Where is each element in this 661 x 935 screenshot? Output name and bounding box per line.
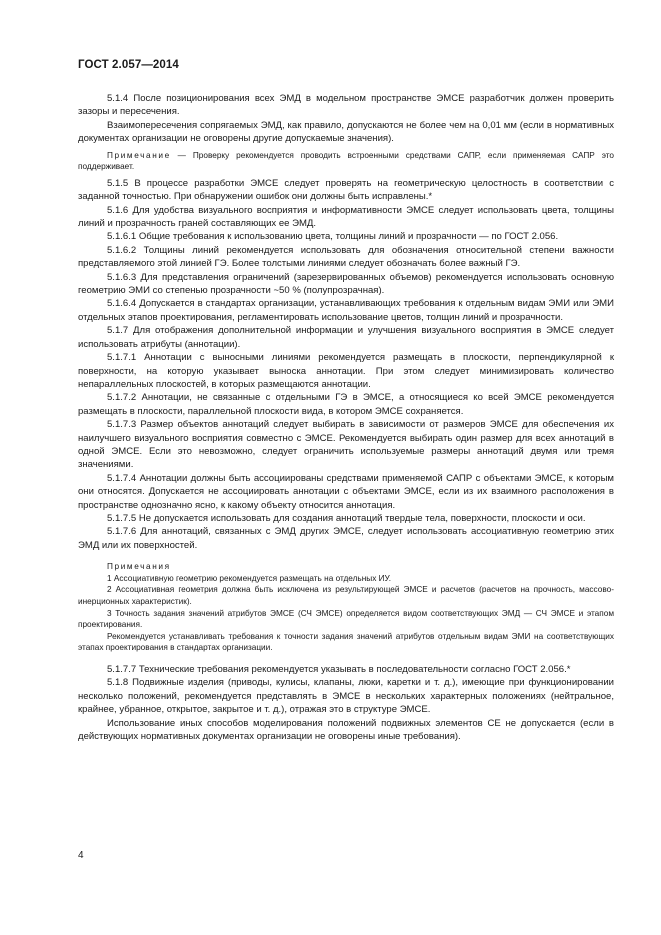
- note-item-3: 3 Точность задания значений атрибутов ЭМСЕ (СЧ ЭМСЕ) определяется видом соответствующих ЭМД — СЧ ЭМСЕ и этапом проектирования.: [78, 608, 614, 630]
- note-cad-check: [78, 150, 614, 173]
- notes-associative-geometry: [78, 561, 614, 654]
- document-header: ГОСТ 2.057—2014: [78, 59, 179, 71]
- paragraph-5-1-7-1: 5.1.7.1 Аннотации с выносными линиями рекомендуется размещать в плоскости, перпендикулярной к поверхности, на которую указывает выноска аннотации. При этом следует минимизировать количество непараллельных плоскостей, в которых размещаются аннотации.: [78, 352, 614, 390]
- note-label: Примечание: [107, 150, 171, 160]
- paragraph-5-1-6-1: 5.1.6.1 Общие требования к использованию цвета, толщины линий и прозрачности — по ГОСТ 2.056.: [107, 231, 559, 243]
- paragraph-5-1-6-2: 5.1.6.2 Толщины линий рекомендуется использовать для обозначения относительной степени важности представляемого этой линией ГЭ. Более толстыми линиями следует обозначать более важный ГЭ.: [78, 244, 614, 270]
- note-item-2: 2 Ассоциативная геометрия должна быть исключена из результирующей ЭМСЕ и расчетов (расчетов на прочность, массово-инерционных характеристик).: [78, 585, 614, 606]
- paragraph-5-1-7-4: 5.1.7.4 Аннотации должны быть ассоциированы средствами применяемой САПР с объектами ЭМСЕ, к которым они относятся. Допускается не ассоциировать аннотации с объектами ЭМСЕ, если из их взаимного расположения в пространстве однозначно ясно, к какому объекту относится аннотация.: [78, 472, 614, 511]
- paragraph-5-1-7-5: 5.1.7.5 Не допускается использовать для создания аннотаций твердые тела, поверхности, плоскости и оси.: [107, 512, 586, 524]
- paragraph-other-methods: Использование иных способов моделирования положений подвижных элементов СЕ не допускается (если в действующих нормативных документах организации не оговорены иные требования).: [78, 717, 614, 742]
- paragraph-intersections: Взаимопересечения сопрягаемых ЭМД, как правило, допускаются не более чем на 0,01 мм (если в нормативных документах организации не оговорены другие допускаемые значения).: [78, 119, 614, 145]
- note-item-1: 1 Ассоциативную геометрию рекомендуется размещать на отдельных ИУ.: [107, 573, 391, 583]
- paragraph-5-1-6: 5.1.6 Для удобства визуального восприятия и информативности ЭМСЕ следует использовать цвета, толщины линий и прозрачность граней составляющих ее ЭМД.: [78, 204, 614, 230]
- paragraph-5-1-6-3: 5.1.6.3 Для представления ограничений (зарезервированных объемов) рекомендуется использовать основную геометрию ЭМИ со степенью прозрачности ~50 % (полупрозрачная).: [78, 271, 614, 297]
- paragraph-5-1-7-6: 5.1.7.6 Для аннотаций, связанных с ЭМД других ЭМСЕ, следует использовать ассоциативную геометрию этих ЭМД или их поверхностей.: [78, 526, 614, 551]
- paragraph-5-1-8: 5.1.8 Подвижные изделия (приводы, кулисы, клапаны, люки, каретки и т. д.), имеющие при функционировании несколько положений, рекомендуется представлять в ЭМСЕ в нескольких характерных положениях (нейтральное, крайнее, убранное, открытое, закрытое и т. д.), отражая это в структуре ЭМСЕ.: [78, 677, 614, 716]
- paragraph-5-1-5: 5.1.5 В процессе разработки ЭМСЕ следует проверять на геометрическую целостность в соответствии с заданной точностью. При обнаружении ошибок они должны быть исправлены.*: [78, 177, 614, 203]
- paragraph-5-1-7: 5.1.7 Для отображения дополнительной информации и улучшения визуального восприятия в ЭМСЕ следует использовать атрибуты (аннотации).: [78, 325, 614, 350]
- notes-label: Примечания: [107, 562, 171, 572]
- page-number: 4: [78, 850, 84, 861]
- paragraph-5-1-6-4: 5.1.6.4 Допускается в стандартах организации, устанавливающих требования к отдельным видам ЭМИ или ЭМИ отдельных этапов проектирования, регламентировать использование цветов, толщин линий и прозрачности.: [78, 298, 614, 323]
- paragraph-5-1-7-7: 5.1.7.7 Технические требования рекомендуется указывать в последовательности согласно ГОСТ 2.056.*: [107, 663, 571, 675]
- note-item-recommendation: Рекомендуется устанавливать требования к точности задания значений атрибутов отдельным видам ЭМИ на соответствующих этапах проектирования в стандартах организации.: [78, 631, 614, 653]
- paragraph-5-1-7-2: 5.1.7.2 Аннотации, не связанные с отдельными ГЭ в ЭМСЕ, а относящиеся ко всей ЭМСЕ рекомендуется размещать в плоскости, параллельной плоскости вида, в котором ЭМСЕ сохраняется.: [78, 392, 614, 417]
- paragraph-5-1-7-3: 5.1.7.3 Размер объектов аннотаций следует выбирать в зависимости от размеров ЭМСЕ для обеспечения их наилучшего визуального восприятия совместно с ЭМСЕ. Рекомендуется выбирать один размер для всех аннотаций в одной ЭМСЕ. Если это невозможно, следует ограничить используемые размеры аннотаций двумя или тремя значениями.: [78, 419, 614, 471]
- note-text: — Проверку рекомендуется проводить встроенными средствами САПР, если применяемая САПР это поддерживает.: [78, 150, 614, 172]
- paragraph-5-1-4: 5.1.4 После позиционирования всех ЭМД в модельном пространстве ЭМСЕ разработчик должен проверить зазоры и пересечения.: [78, 93, 614, 118]
- document-body: [78, 92, 614, 743]
